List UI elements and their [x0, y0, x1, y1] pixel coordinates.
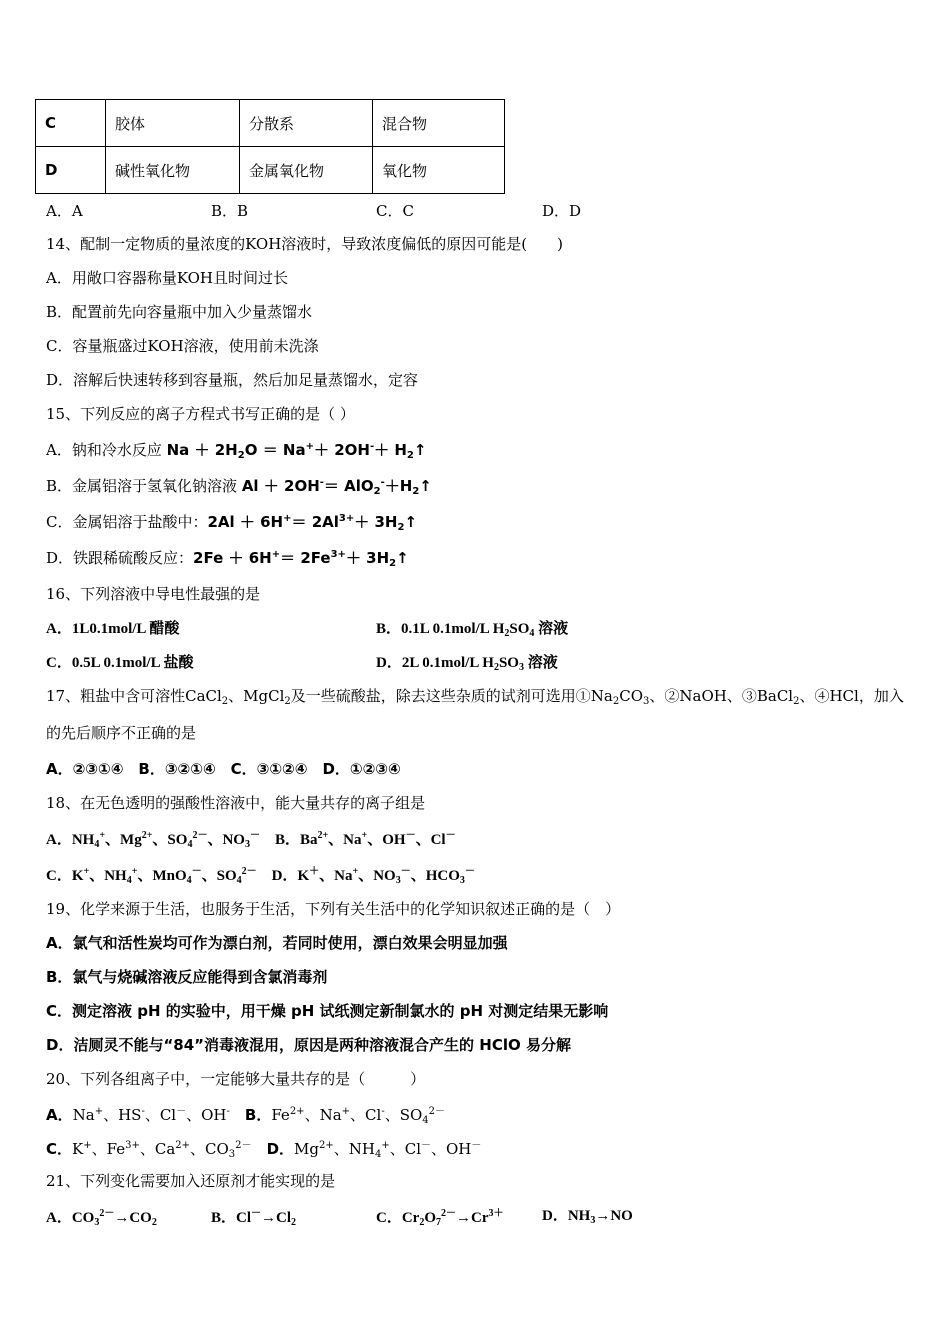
q16-option-b: B．0.1L 0.1mol/L $H_2SO_4$ 溶液 [376, 621, 569, 639]
q18-options-cd: C．K+、$NH_4^+$、MnO$_4$－、$SO_4^{2-}$ D．K＋、Na+、$NO_3^-$、$HCO_3^-$ [46, 866, 475, 886]
q19-option-d: D．洁厕灵不能与“84”消毒液混用，原因是两种溶液混合产生的 HClO 易分解 [46, 1036, 571, 1054]
q17-options: A．②③①④ B．③②①④ C．③①②④ D．①②③④ [46, 760, 401, 778]
q17-stem-line2: 的先后顺序不正确的是 [46, 724, 197, 742]
table-cell: C [36, 100, 106, 147]
q15-option-d: D．铁跟稀硫酸反应：$2Fe + 6H^+= 2Fe^{3+}+$ $3H_2↑$ [46, 549, 409, 569]
table-cell: D [36, 147, 106, 194]
option-text: A．钠和冷水反应 [46, 441, 162, 459]
q19-option-c: C．测定溶液 pH 的实验中，用干燥 pH 试纸测定新制氯水的 pH 对测定结果无影响 [46, 1002, 609, 1020]
q13-option-c: C．C [376, 202, 414, 220]
q14-option-d: D．溶解后快速转移到容量瓶，然后加足量蒸馏水，定容 [46, 371, 419, 389]
table-row [36, 147, 505, 194]
table-cell: 金属氧化物 [240, 147, 373, 194]
q13-option-b: B．B [211, 202, 249, 220]
q20-options-ab: A．Na+、HS-、Cl－、OH- B．$Fe^{2+}$、Na+、Cl-、$SO_4^{2-}$ [46, 1106, 446, 1126]
q21-option-a: A．$CO_3^{2-}\to CO_2$ [46, 1208, 157, 1228]
q15-option-a: A．钠和冷水反应 $Na + 2H_2O = Na^++ 2OH^-+$ $H_2↑$ [46, 441, 427, 461]
q15-stem: 15、下列反应的离子方程式书写正确的是（ ） [46, 405, 355, 423]
q18-stem: 18、在无色透明的强酸性溶液中，能大量共存的离子组是 [46, 794, 426, 812]
option-text: C．金属铝溶于盐酸中： [46, 513, 208, 531]
q16-option-d: D．2L 0.1mol/L $H_2SO_3$ 溶液 [376, 655, 558, 673]
q18-options-ab: A．$NH_4^+$、$Mg^{2+}$、$SO_4^{2-}$、$NO_3^-$ B．$Ba^{2+}$、Na+、OH－、Cl－ [46, 830, 456, 850]
option-suffix: 溶液 [538, 621, 569, 637]
q16-option-a: A．1L0.1mol/L 醋酸 [46, 621, 180, 637]
classification-table [35, 99, 505, 194]
q14-stem: 14、配制一定物质的量浓度的KOH溶液时，导致浓度偏低的原因可能是( ) [46, 235, 563, 253]
q16-stem: 16、下列溶液中导电性最强的是 [46, 585, 261, 603]
q21-option-b: B．$Cl^-\to Cl_2$ [211, 1208, 297, 1228]
option-suffix: 溶液 [527, 655, 558, 671]
q17-stem-line1: 17、粗盐中含可溶性CaCl$_2$、MgCl$_2$及一些硫酸盐，除去这些杂质的试剂可选用$①Na_2CO_3$、②NaOH、③BaCl$_2$、④HCl，加入 [46, 687, 904, 707]
q13-option-a: A．A [46, 202, 83, 220]
q19-stem: 19、化学来源于生活，也服务于生活，下列有关生活中的化学知识叙述正确的是（ ） [46, 900, 621, 918]
q14-option-b: B．配置前先向容量瓶中加入少量蒸馏水 [46, 303, 313, 321]
q13-option-d: D．D [542, 202, 582, 220]
q15-option-c: C．金属铝溶于盐酸中：$2Al + 6H^+= 2Al^{3+}+$ $3H_2↑$ [46, 513, 418, 533]
q20-stem: 20、下列各组离子中，一定能够大量共存的是（ ） [46, 1070, 426, 1088]
table-cell: 碱性氧化物 [106, 147, 240, 194]
table-row [36, 100, 505, 147]
q16-option-c: C．0.5L 0.1mol/L 盐酸 [46, 655, 194, 671]
table-cell: 氧化物 [373, 147, 505, 194]
table-cell: 分散系 [240, 100, 373, 147]
option-text: B．0.1L 0.1mol/L H [376, 621, 505, 637]
stem-text: 17、粗盐中含可溶性CaCl [46, 687, 222, 705]
q21-stem: 21、下列变化需要加入还原剂才能实现的是 [46, 1172, 336, 1190]
table-cell: 混合物 [373, 100, 505, 147]
q14-option-c: C．容量瓶盛过KOH溶液，使用前未洗涤 [46, 337, 319, 355]
q21-option-c: C．$Cr_2O_7^{2-}\to Cr^{3+}$ [376, 1208, 504, 1228]
q15-option-b: B．金属铝溶于氢氧化钠溶液 $Al + 2OH^-= AlO_2^-+H_2↑$ [46, 477, 432, 497]
q19-option-b: B．氯气与烧碱溶液反应能得到含氯消毒剂 [46, 968, 328, 986]
q21-option-d: D．$NH_3\to NO$ [542, 1208, 633, 1226]
q20-options-cd: C．K+、$Fe^{3+}$、$Ca^{2+}$、$CO_3^{2-}$ D．$Mg^{2+}$、$NH_4^+$、Cl－、OH－ [46, 1140, 482, 1160]
option-text: D．2L 0.1mol/L H [376, 655, 494, 671]
table-cell: 胶体 [106, 100, 240, 147]
q19-option-a: A．氯气和活性炭均可作为漂白剂，若同时使用，漂白效果会明显加强 [46, 934, 508, 952]
option-text: B．金属铝溶于氢氧化钠溶液 [46, 477, 238, 495]
option-text: D．铁跟稀硫酸反应： [46, 549, 194, 567]
q14-option-a: A．用敞口容器称量KOH且时间过长 [46, 269, 289, 287]
